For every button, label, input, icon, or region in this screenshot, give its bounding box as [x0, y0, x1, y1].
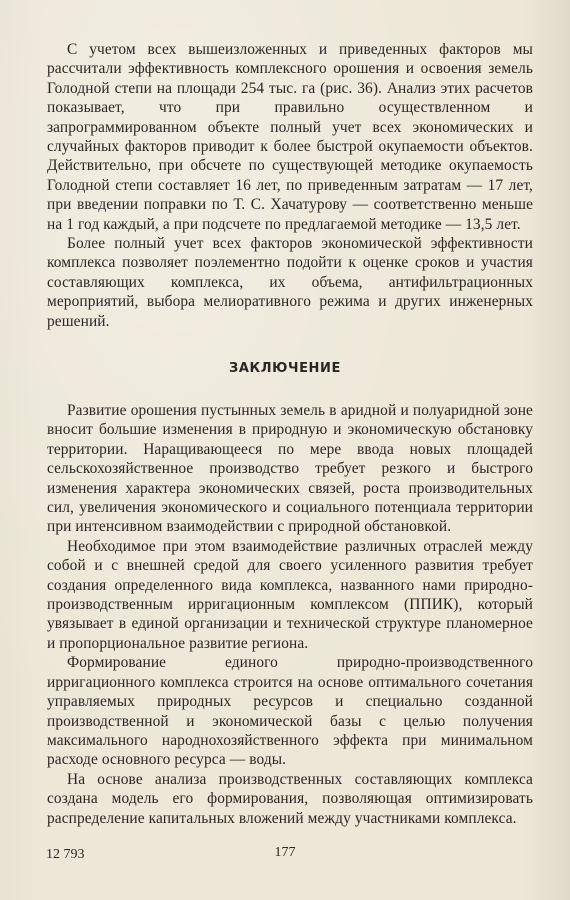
- section-heading: ЗАКЛЮЧЕНИЕ: [228, 361, 341, 376]
- paragraph: Более полный учет всех факторов экономической эффективности комплекса позволяет поэлементно подойти к оценке сроков и участия составляющих комплекса, их объема, антифильтрационных мероприятий, выбора мелиоративного режима и других инженерных решений.: [47, 235, 533, 330]
- paragraph: С учетом всех вышеизложенных и приведенных факторов мы рассчитали эффективность комплексного орошения и освоения земель Голодной степи на площади 254 тыс. га (рис. 36). Анализ этих расчетов показывает, что при правильно осуществленном и запрограммированном объекте полный учет всех экономических и случайных факторов приводит к более быстрой окупаемости объектов. Действительно, при обсчете по существующей методике окупаемость Голодной степи составляет 16 лет, по приведенным затратам — 17 лет, при введении поправки по Т. С. Хачатурову — соответственно меньше на 1 год каждый, а при подсчете по предлагаемой методике — 13,5 лет.: [47, 41, 533, 233]
- paragraph: Необходимое при этом взаимодействие различных отраслей между собой и с внешней средой для своего усиленного развития требует создания определенного вида комплекса, названного нами природно-производственным ирригационным комплексом (ППИК), который увязывает в единой организации и технической структуре планомерное и пропорциональное развитие региона.: [47, 537, 533, 652]
- text-section-conclusion: [47, 401, 533, 828]
- paragraph: На основе анализа производственных составляющих комплекса создана модель его формирования, позволяющая оптимизировать распределение капитальных вложений между участниками комплекса.: [47, 770, 533, 827]
- signature-mark: 12 793: [46, 847, 85, 862]
- text-section-top: [47, 40, 533, 331]
- paragraph: Формирование единого природно-производственного ирригационного комплекса строится на основе оптимального сочетания управляемых природных ресурсов и специально созданной производственной и экономической базы с целью получения максимального народнохозяйственного эффекта при минимальном расходе основного ресурса — воды.: [47, 654, 533, 769]
- paragraph: Развитие орошения пустынных земель в аридной и полуаридной зоне вносит большие изменения в природную и экономическую обстановку территории. Наращивающееся по мере ввода новых площадей сельскохозяйственное производство требует резкого и быстрого изменения характера экономических связей, роста производительных сил, увеличения экономического и социального потенциала территории при интенсивном взаимодействии с природной обстановкой.: [47, 402, 533, 536]
- page-number: 177: [274, 845, 296, 860]
